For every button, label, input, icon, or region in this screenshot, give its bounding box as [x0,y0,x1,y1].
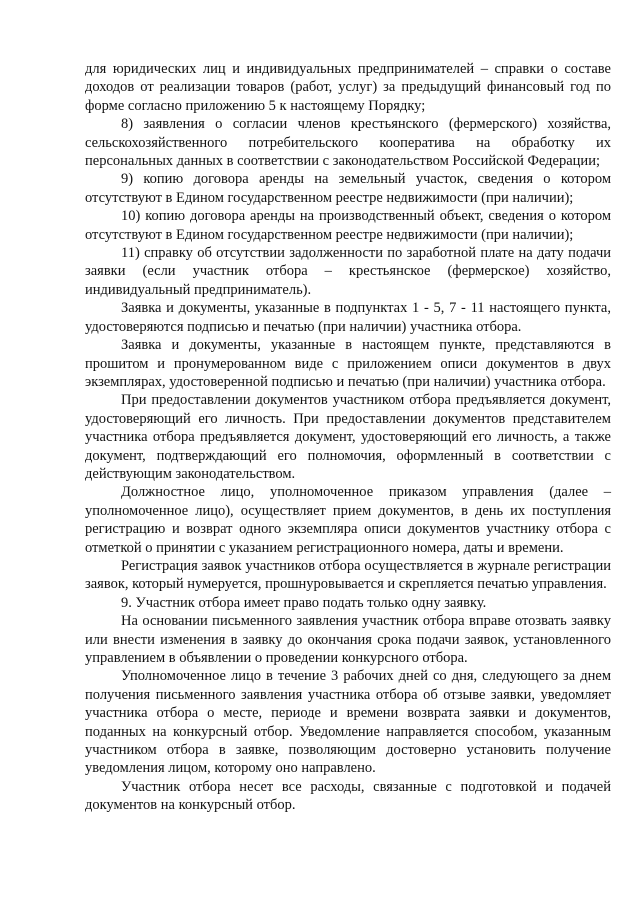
paragraph-item-10-facility-lease: 10) копию договора аренды на производственный объект, сведения о котором отсутствуют в Едином государственном реестре недвижимости (при наличии); [85,208,611,243]
paragraph-withdraw-application: На основании письменного заявления участник отбора вправе отозвать заявку или внести изменения в заявку до окончания срока подачи заявок, установленного управлением в объявлении о проведении конкурсного отбора. [85,613,611,666]
paragraph-item-9-one-application: 9. Участник отбора имеет право подать только одну заявку. [121,594,487,611]
paragraph-item-8-consent: 8) заявления о согласии членов крестьянского (фермерского) хозяйства, сельскохозяйственного потребительского кооператива на обработку их персональных данных в соответствии с законодательством Российской Федерации; [85,116,611,170]
paragraph-documents-bound: Заявка и документы, указанные в настоящем пункте, представляются в прошитом и пронумерованном виде с приложением описи документов в двух экземплярах, удостоверенной подписью и печатью (при наличии) участника отбора. [85,337,611,390]
paragraph-identity-document: При предоставлении документов участником отбора предъявляется документ, удостоверяющий его личность. При предоставлении документов представителем участника отбора предъявляется документ, удостоверяющий его личность, а также документ, подтверждающий его полномочия, оформленный в соответствии с действующим законодательством. [85,392,611,482]
paragraph-documents-certified: Заявка и документы, указанные в подпунктах 1 - 5, 7 - 11 настоящего пункта, удостоверяются подписью и печатью (при наличии) участника отбора. [85,300,611,335]
paragraph-registration-journal: Регистрация заявок участников отбора осуществляется в журнале регистрации заявок, который нумеруется, прошнуровывается и скрепляется печатью управления. [85,557,611,593]
paragraph-authorized-person: Должностное лицо, уполномоченное приказом управления (далее – уполномоченное лицо), осуществляет прием документов, в день их поступления регистрацию и возврат одного экземпляра описи документов участнику отбора с отметкой о принятии с указанием регистрационного номера, даты и времени. [85,484,611,556]
paragraph-item-11-wage-debt: 11) справку об отсутствии задолженности по заработной плате на дату подачи заявки (если участник отбора – крестьянское (фермерское) хозяйство, индивидуальный предприниматель). [85,245,611,298]
document-page [85,60,611,815]
paragraph-item-9-land-lease: 9) копию договора аренды на земельный участок, сведения о котором отсутствуют в Едином государственном реестре недвижимости (при наличии); [85,171,611,206]
paragraph-notification: Уполномоченное лицо в течение 3 рабочих дней со дня, следующего за днем получения письменного заявления участника отбора об отзыве заявки, уведомляет участника отбора о месте, периоде и времени возврата заявки и документов, поданных на конкурсный отбор. Уведомление направляется способом, указанным участником отбора в заявке, позволяющим достоверно установить получение уведомления лицом, которому оно направлено. [85,668,611,777]
paragraph-income-certificate-continuation: для юридических лиц и индивидуальных предпринимателей – справки о составе доходов от реализации товаров (работ, услуг) за предыдущий финансовый год по форме согласно приложению 5 к настоящему Порядку; [85,61,611,114]
paragraph-expenses: Участник отбора несет все расходы, связанные с подготовкой и подачей документов на конкурсный отбор. [85,778,611,814]
